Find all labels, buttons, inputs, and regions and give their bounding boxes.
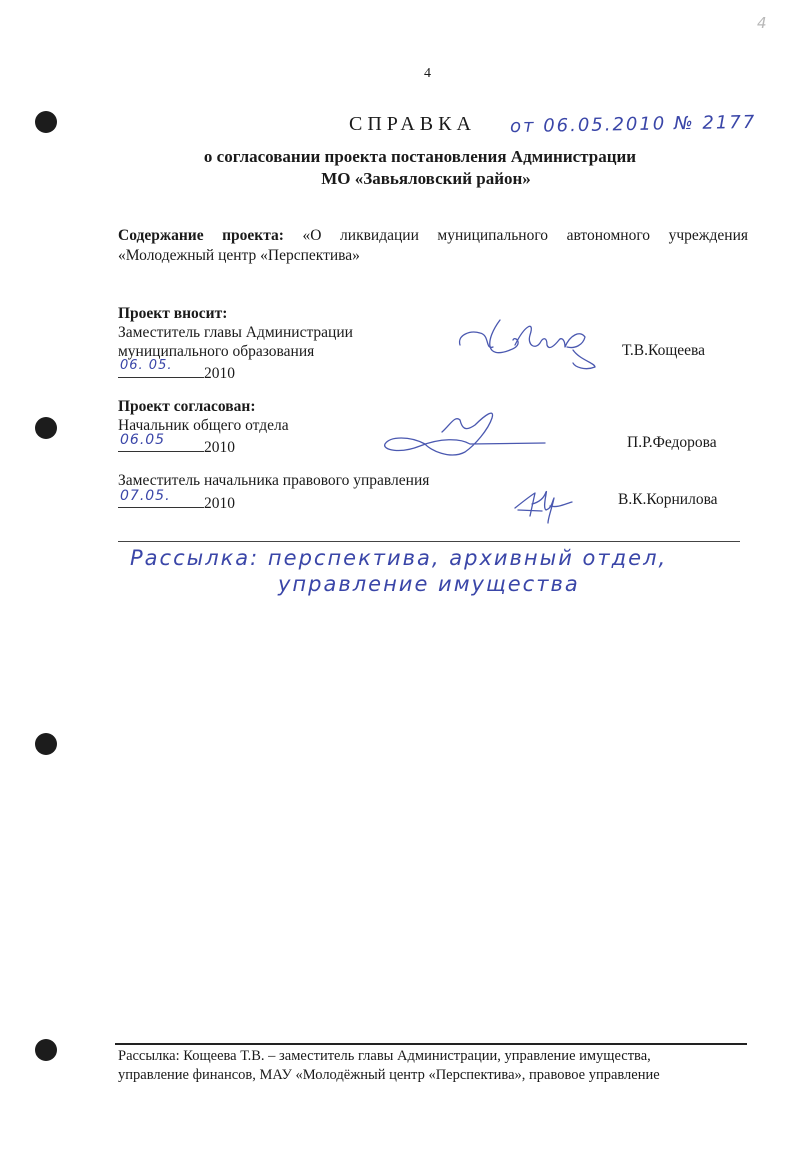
hole-punch	[35, 111, 57, 133]
date-year: 2010	[204, 495, 235, 512]
date-year: 2010	[204, 439, 235, 456]
signer-name: П.Р.Федорова	[627, 434, 717, 451]
signer-name: В.К.Корнилова	[618, 491, 718, 508]
handwritten-date: 06. 05.	[120, 358, 173, 373]
date-year: 2010	[204, 365, 235, 382]
document-subtitle-line2: МО «Завьяловский район»	[321, 169, 531, 188]
signer-position: Заместитель начальника правового управления	[118, 472, 430, 489]
submitter-position-line1: Заместитель главы Администрации	[118, 324, 353, 341]
submitter-date	[118, 358, 235, 383]
separator-rule	[118, 541, 740, 542]
distribution-footer	[118, 1047, 758, 1085]
document-title: СПРАВКА	[349, 113, 476, 135]
hole-punch	[35, 1039, 57, 1061]
hole-punch	[35, 417, 57, 439]
project-content-label: Содержание проекта:	[118, 227, 284, 244]
document-subtitle-line1: о согласовании проекта постановления Администрации	[203, 147, 637, 166]
submitted-by-label: Проект вносит:	[118, 305, 228, 322]
submitter-position-line2: муниципального образования	[118, 343, 315, 360]
distribution-footer-line1: Рассылка: Кощеева Т.В. – заместитель главы Администрации, управление имущества,	[118, 1048, 651, 1064]
approved-label: Проект согласован:	[118, 398, 256, 415]
signature-kornilova	[510, 478, 580, 528]
footer-rule	[115, 1043, 747, 1045]
distribution-footer-line2: управление финансов, МАУ «Молодёжный центр «Перспектива», правовое управление	[118, 1067, 660, 1083]
project-content-text-line1: «О ликвидации муниципального автономного учреждения	[302, 227, 748, 244]
signature-koshcheeva	[455, 305, 605, 375]
signer-date	[118, 488, 235, 513]
registration-note: от 06.05.2010 № 2177	[509, 111, 757, 138]
submitter-name: Т.В.Кощеева	[622, 342, 706, 359]
date-underline	[118, 358, 204, 378]
handwritten-date: 06.05	[120, 432, 166, 448]
project-content-line1	[118, 226, 748, 246]
date-underline	[118, 432, 204, 452]
project-content	[118, 226, 748, 266]
page-number: 4	[424, 66, 431, 81]
signer-date	[118, 432, 235, 457]
handwritten-distribution	[130, 545, 667, 597]
corner-page-mark: 4	[757, 14, 767, 32]
date-underline	[118, 488, 204, 508]
handwritten-distribution-line1: Рассылка: перспектива, архивный отдел,	[130, 546, 668, 570]
signature-fedorova	[380, 400, 560, 460]
signer-position: Начальник общего отдела	[118, 417, 289, 434]
project-content-text-line2: «Молодежный центр «Перспектива»	[118, 247, 360, 264]
handwritten-distribution-line2: управление имущества	[278, 572, 580, 596]
handwritten-date: 07.05.	[120, 488, 171, 504]
hole-punch	[35, 733, 57, 755]
